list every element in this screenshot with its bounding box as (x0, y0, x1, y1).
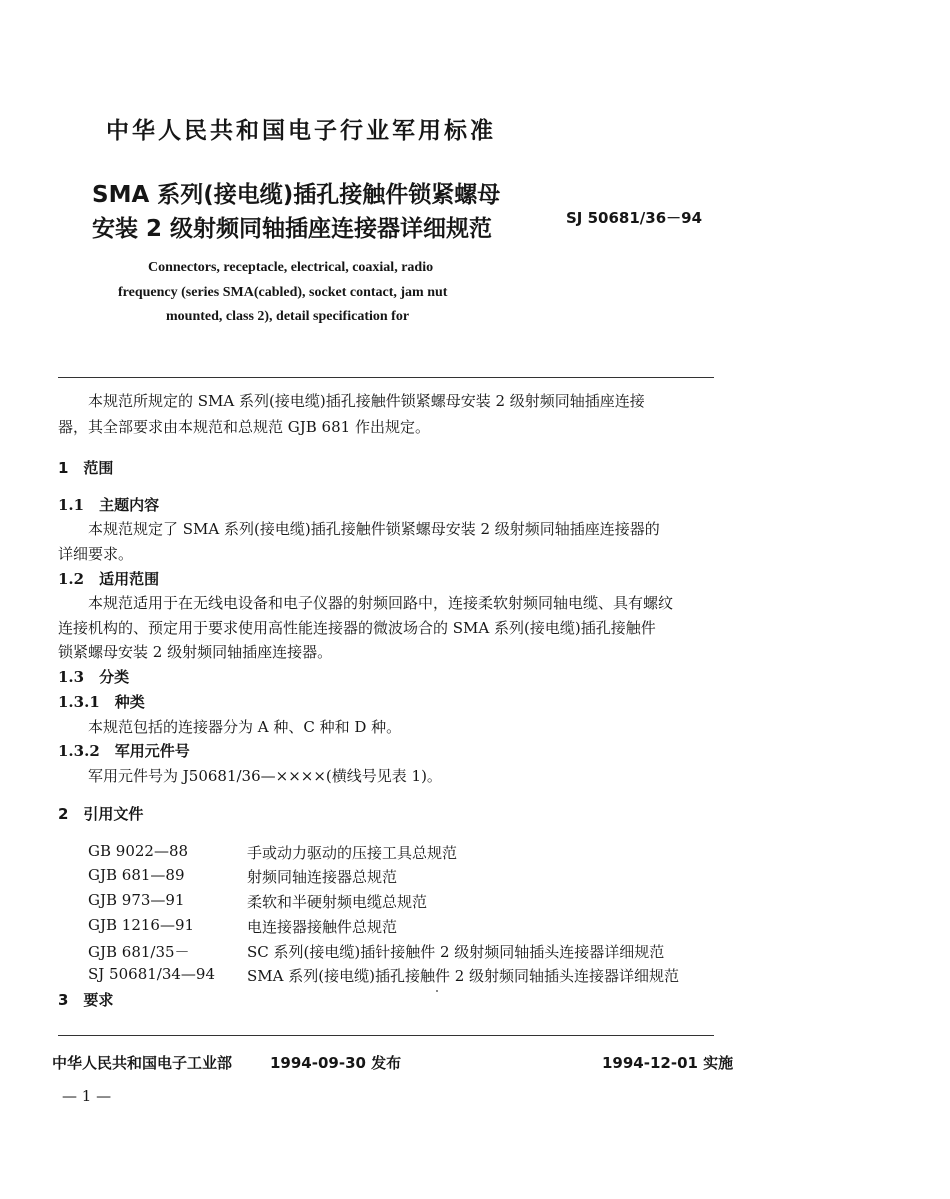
section-1-2-heading: 1.2 适用范围 (58, 570, 160, 588)
reference-title: SC 系列(接电缆)插针接触件 2 级射频同轴插头连接器详细规范 (247, 943, 665, 961)
section-1-2-line-3: 锁紧螺母安装 2 级射频同轴插座连接器。 (58, 643, 333, 661)
section-1-1-line-1: 本规范规定了 SMA 系列(接电缆)插孔接触件锁紧螺母安装 2 级射频同轴插座连接器的 (88, 520, 660, 538)
effective-date: 1994-12-01 实施 (602, 1054, 734, 1072)
section-1-3-1-heading: 1.3.1 种类 (58, 693, 145, 711)
section-1-3-1-text: 本规范包括的连接器分为 A 种、C 种和 D 种。 (88, 718, 402, 736)
reference-id: GJB 681/35－ (88, 943, 190, 961)
section-1-3-2-text: 军用元件号为 J50681/36—××××(横线号见表 1)。 (88, 767, 442, 785)
standard-header: 中华人民共和国电子行业军用标准 (106, 118, 496, 144)
reference-id: GJB 681—89 (88, 866, 185, 884)
section-1-1-heading: 1.1 主题内容 (58, 496, 160, 514)
section-1-3-2-heading: 1.3.2 军用元件号 (58, 742, 190, 760)
reference-title: 电连接器接触件总规范 (247, 918, 398, 936)
section-2-heading: 2 引用文件 (58, 805, 144, 823)
english-title-line-2: frequency (series SMA(cabled), socket contact, jam nut (118, 285, 448, 300)
section-1-heading: 1 范围 (58, 459, 114, 477)
section-1-3-heading: 1.3 分类 (58, 668, 130, 686)
intro-line-1: 本规范所规定的 SMA 系列(接电缆)插孔接触件锁紧螺母安装 2 级射频同轴插座连接 (88, 392, 645, 410)
section-1-2-line-1: 本规范适用于在无线电设备和电子仪器的射频回路中，连接柔软射频同轴电缆、具有螺纹 (88, 594, 674, 612)
reference-title: 手或动力驱动的压接工具总规范 (247, 844, 458, 862)
reference-id: GB 9022—88 (88, 842, 189, 860)
section-1-2-line-2: 连接机构的、预定用于要求使用高性能连接器的微波场合的 SMA 系列(接电缆)插孔接触件 (58, 619, 656, 637)
reference-id: SJ 50681/34—94 (88, 965, 216, 983)
bottom-rule (58, 1035, 714, 1036)
scan-speck (436, 990, 438, 992)
issue-date: 1994-09-30 发布 (270, 1054, 402, 1072)
reference-id: GJB 1216—91 (88, 916, 195, 934)
reference-id: GJB 973—91 (88, 891, 185, 909)
title-line-2: 安装 2 级射频同轴插座连接器详细规范 (92, 216, 493, 242)
section-3-heading: 3 要求 (58, 991, 114, 1009)
english-title-line-1: Connectors, receptacle, electrical, coaxial, radio (148, 260, 434, 275)
page-number: — 1 — (62, 1087, 112, 1105)
intro-line-2: 器，其全部要求由本规范和总规范 GJB 681 作出规定。 (58, 418, 430, 436)
english-title-line-3: mounted, class 2), detail specification for (166, 309, 410, 324)
reference-title: 柔软和半硬射频电缆总规范 (247, 893, 428, 911)
issuer: 中华人民共和国电子工业部 (52, 1054, 233, 1072)
reference-title: SMA 系列(接电缆)插孔接触件 2 级射频同轴插头连接器详细规范 (247, 967, 680, 985)
section-1-1-line-2: 详细要求。 (58, 545, 134, 563)
standard-code: SJ 50681/36－94 (566, 209, 703, 227)
reference-title: 射频同轴连接器总规范 (247, 868, 398, 886)
title-line-1: SMA 系列(接电缆)插孔接触件锁紧螺母 (92, 182, 501, 208)
top-rule (58, 377, 714, 378)
